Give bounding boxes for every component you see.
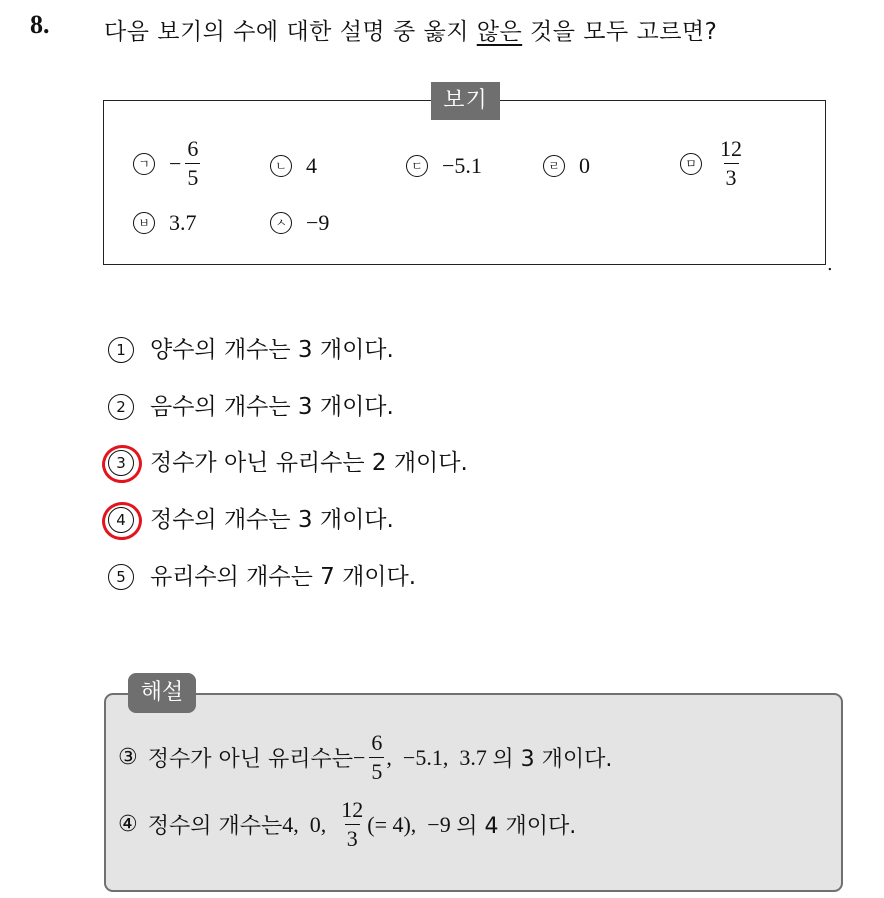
bogi-item-b [270, 153, 317, 179]
choice-text: 정수가 아닌 유리수는 2 개이다. [150, 450, 468, 476]
solution-sign: − [353, 744, 366, 770]
bogi-marker: ㅂ [133, 212, 155, 234]
red-circle-mark-icon [98, 441, 145, 486]
bogi-value: 3.7 [169, 210, 197, 235]
choice-1[interactable] [108, 331, 394, 364]
bogi-fraction [185, 138, 200, 189]
solution-title: 해설 [128, 673, 196, 713]
choice-text: 양수의 개수는 3 개이다. [150, 337, 394, 363]
solution-line-3 [118, 732, 612, 783]
bogi-item-g [270, 210, 329, 236]
fraction-denominator: 5 [187, 165, 199, 190]
bogi-sign: − [169, 150, 182, 176]
choice-2[interactable] [108, 388, 394, 421]
red-circle-mark-icon [98, 498, 145, 543]
fraction-numerator: 12 [720, 136, 742, 161]
bogi-value: −9 [306, 210, 330, 235]
solution-fraction [369, 732, 384, 783]
bogi-marker: ㄱ [133, 153, 155, 175]
bogi-fraction [718, 138, 744, 189]
fraction-numerator: 6 [187, 136, 199, 161]
bogi-marker: ㄴ [270, 155, 292, 177]
bogi-value: −5.1 [442, 153, 482, 178]
bogi-value: 0 [579, 153, 590, 178]
bogi-item-e [680, 138, 746, 189]
question-number: 8. [30, 10, 50, 39]
question-text-before: 다음 보기의 수에 대한 설명 중 옳지 [104, 19, 477, 45]
bogi-marker: ㅁ [680, 153, 702, 175]
solution-text: 정수가 아닌 유리수는 [147, 747, 353, 772]
choice-4[interactable] [108, 501, 394, 534]
solution-text-end: 의 4 개이다. [456, 814, 577, 839]
solution-text-end: 의 3 개이다. [492, 747, 613, 772]
fraction-numerator: 6 [371, 730, 383, 755]
bogi-value: 4 [306, 153, 317, 178]
choice-number: 3 [108, 450, 134, 476]
choice-5[interactable] [108, 558, 416, 591]
bogi-item-f [133, 210, 197, 236]
choice-text: 정수의 개수는 3 개이다. [150, 507, 394, 533]
choice-3[interactable] [108, 444, 468, 477]
solution-line-4 [118, 799, 576, 850]
choice-text: 유리수의 개수는 7 개이다. [150, 564, 417, 590]
bogi-item-a [133, 138, 202, 189]
bogi-marker: ㄷ [406, 155, 428, 177]
solution-math-b: (= 4), −9 [367, 811, 457, 837]
choice-text: 음수의 개수는 3 개이다. [150, 394, 394, 420]
choice-number: 1 [108, 337, 134, 363]
fraction-denominator: 5 [371, 759, 383, 784]
solution-marker: ④ [118, 812, 138, 837]
bogi-title: 보기 [431, 82, 500, 120]
solution-math: , −5.1, 3.7 [386, 744, 493, 770]
fraction-numerator: 12 [341, 797, 364, 822]
bogi-item-d [543, 153, 590, 179]
question-text [104, 13, 717, 46]
trailing-dot: . [827, 254, 833, 275]
bogi-marker: ㄹ [543, 155, 565, 177]
choice-number: 2 [108, 394, 134, 420]
fraction-denominator: 3 [725, 165, 737, 190]
bogi-marker: ㅅ [270, 212, 292, 234]
solution-math: 4, 0, [282, 811, 338, 837]
choice-number: 5 [108, 564, 134, 590]
solution-text: 정수의 개수는 [147, 814, 283, 839]
bogi-item-c [406, 153, 482, 179]
solution-fraction [339, 799, 365, 850]
choice-number: 4 [108, 507, 134, 533]
fraction-denominator: 3 [346, 826, 358, 851]
question-text-underlined: 않은 [476, 19, 523, 45]
solution-marker: ③ [118, 745, 138, 770]
solution-box [104, 693, 843, 892]
question-text-after: 것을 모두 고르면? [522, 19, 718, 45]
